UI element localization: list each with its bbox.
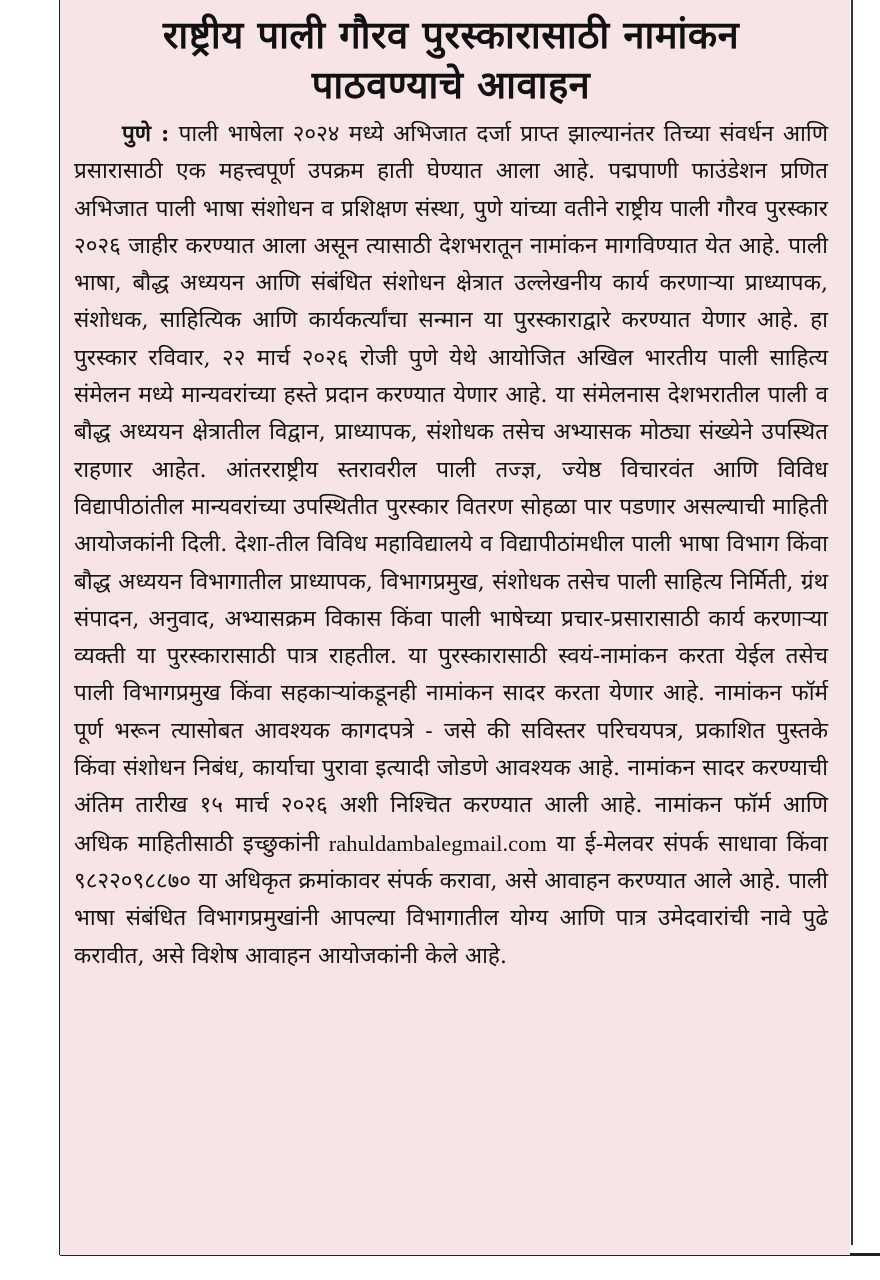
- headline-line-2: पाठवण्याचे आवाहन: [311, 63, 591, 107]
- dateline: पुणे :: [122, 121, 170, 147]
- headline: [74, 10, 828, 110]
- article-body: [74, 116, 828, 975]
- headline-line-1: राष्ट्रीय पाली गौरव पुरस्कारासाठी नामांकन: [162, 13, 740, 57]
- contact-email: rahuldambalegmail.com: [328, 830, 547, 856]
- right-column-rule: [851, 0, 853, 1245]
- article-text-part-2: या ई-मेलवर संपर्क साधावा किंवा ९८२२०९८८७० या अधिकृत क्रमांकावर संपर्क करावा, असे आवाहन करण्यात आले आहे. पाली भाषा संबंधित विभागप्रमुखांनी आपल्या विभागातील योग्य आणि पात्र उमेदवारांची नावे पुढे करावीत, असे विशेष आवाहन आयोजकांनी केले आहे.: [74, 830, 828, 969]
- news-clipping: [60, 0, 850, 1255]
- article-text-part-1: पाली भाषेला २०२४ मध्ये अभिजात दर्जा प्राप्त झाल्यानंतर तिच्या संवर्धन आणि प्रसारासाठी एक महत्त्वपूर्ण उपक्रम हाती घेण्यात आला आहे. पद्मपाणी फाउंडेशन प्रणित अभिजात पाली भाषा संशोधन व प्रशिक्षण संस्था, पुणे यांच्या वतीने राष्ट्रीय पाली गौरव पुरस्कार २०२६ जाहीर करण्यात आला असून त्यासाठी देशभरातून नामांकन मागविण्यात येत आहे. पाली भाषा, बौद्ध अध्ययन आणि संबंधित संशोधन क्षेत्रात उल्लेखनीय कार्य करणाऱ्या प्राध्यापक, संशोधक, साहित्यिक आणि कार्यकर्त्यांचा सन्मान या पुरस्काराद्वारे करण्यात येणार आहे. हा पुरस्कार रविवार, २२ मार्च २०२६ रोजी पुणे येथे आयोजित अखिल भारतीय पाली साहित्य संमेलन मध्ये मान्यवरांच्या हस्ते प्रदान करण्यात येणार आहे. या संमेलनास देशभरातील पाली व बौद्ध अध्ययन क्षेत्रातील विद्वान, प्राध्यापक, संशोधक तसेच अभ्यासक मोठ्या संख्येने उपस्थित राहणार आहेत. आंतरराष्ट्रीय स्तरावरील पाली तज्ज्ञ, ज्येष्ठ विचारवंत आणि विविध विद्यापीठांतील मान्यवरांच्या उपस्थितीत पुरस्कार वितरण सोहळा पार पडणार असल्याची माहिती आयोजकांनी दिली. देशा-तील विविध महाविद्यालये व विद्यापीठांमधील पाली भाषा विभाग किंवा बौद्ध अध्ययन विभागातील प्राध्यापक, विभागप्रमुख, संशोधक तसेच पाली साहित्य निर्मिती, ग्रंथ संपादन, अनुवाद, अभ्यासक्रम विकास किंवा पाली भाषेच्या प्रचार-प्रसारासाठी कार्य करणाऱ्या व्यक्ती या पुरस्कारासाठी पात्र राहतील. या पुरस्कारासाठी स्वयं-नामांकन करता येईल तसेच पाली विभागप्रमुख किंवा सहकाऱ्यांकडूनही नामांकन सादर करता येणार आहे. नामांकन फॉर्म पूर्ण भरून त्यासोबत आवश्यक कागदपत्रे - जसे की सविस्तर परिचयपत्र, प्रकाशित पुस्तके किंवा संशोधन निबंध, कार्याचा पुरावा इत्यादी जोडणे आवश्यक आहे. नामांकन सादर करण्याची अंतिम तारीख १५ मार्च २०२६ अशी निश्चित करण्यात आली आहे. नामांकन फॉर्म आणि अधिक माहितीसाठी इच्छुकांनी: [74, 121, 828, 857]
